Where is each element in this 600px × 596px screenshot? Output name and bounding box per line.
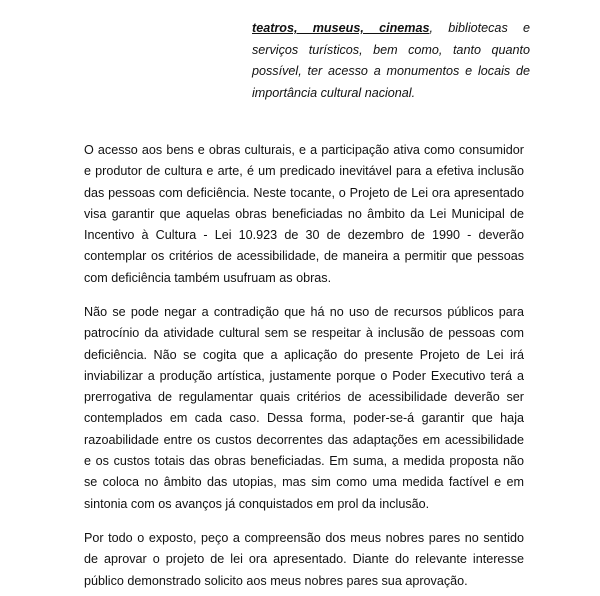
- quoted-law-excerpt: [252, 18, 530, 104]
- quote-lead-emphasis: teatros, museus, cinemas: [252, 21, 430, 35]
- paragraph-access-to-culture: O acesso aos bens e obras culturais, e a participação ativa como consumidor e produtor de cultura e arte, é um predicado inevitável para a efetiva inclusão das pessoas com deficiência. Neste tocante, o Projeto de Lei ora apresentado visa garantir que aquelas obras beneficiadas no âmbito da Lei Municipal de Incentivo à Cultura - Lei 10.923 de 30 de dezembro de 1990 - deverão contemplar os critérios de acessibilidade, de maneira a permitir que pessoas com deficiência também usufruam as obras.: [84, 143, 524, 285]
- paragraph-conclusion: Por todo o exposto, peço a compreensão dos meus nobres pares no sentido de aprovar o projeto de lei ora apresentado. Diante do relevante interesse público demonstrado solicito aos meus nobres pares sua aprovação.: [84, 531, 524, 588]
- paragraph-public-resources: Não se pode negar a contradição que há no uso de recursos públicos para patrocínio da atividade cultural sem se respeitar à inclusão de pessoas com deficiência. Não se cogita que a aplicação do presente Projeto de Lei irá inviabilizar a produção artística, justamente porque o Poder Executivo terá a prerrogativa de regulamentar quais critérios de acessibilidade deverão ser contemplados em cada caso. Dessa forma, poder-se-á garantir que haja razoabilidade entre os custos decorrentes das adaptações em acessibilidade e os custos totais das obras beneficiadas. Em suma, a medida proposta não se coloca no âmbito das utopias, mas sim como uma medida factível e em sintonia com os avanços já conquistados em prol da inclusão.: [84, 305, 524, 511]
- quote-rest: , bibliotecas e serviços turísticos, bem como, tanto quanto possível, ter acesso a monumentos e locais de importância cultural nacional.: [252, 21, 530, 100]
